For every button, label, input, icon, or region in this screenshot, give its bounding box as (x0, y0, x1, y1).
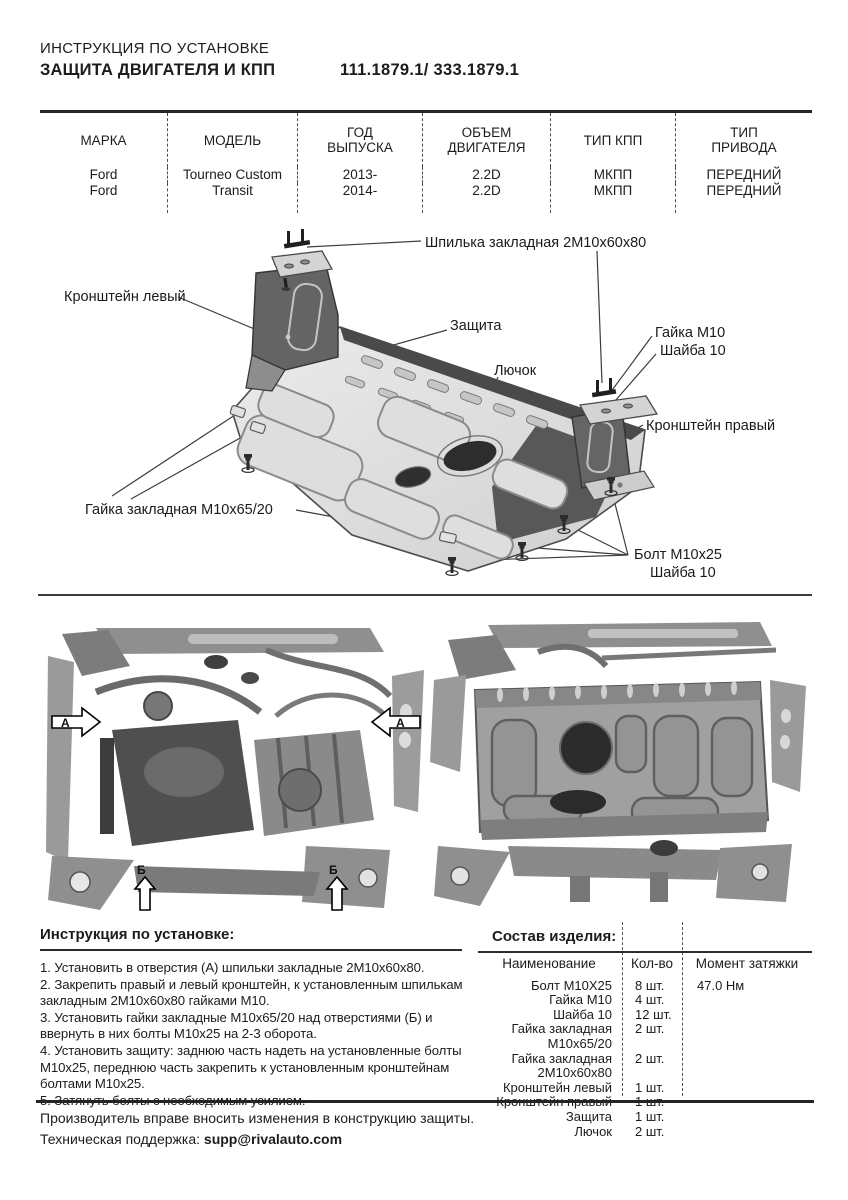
marker-a-label: А (61, 716, 70, 730)
parts-row (476, 1081, 812, 1096)
title-underline (40, 949, 462, 951)
part-torque (682, 1052, 812, 1081)
support-line (40, 1129, 474, 1150)
label-bracket-left: Кронштейн левый (64, 289, 186, 305)
table-cell: МКПП (550, 167, 675, 183)
column-header: ТИП ПРИВОДА (675, 113, 812, 167)
label-bolt: Болт М10х25 (634, 547, 722, 563)
installation-steps (40, 960, 478, 1109)
installed-shield-illustration (430, 622, 806, 906)
part-name: Шайба 10 (553, 1006, 612, 1022)
column-divider (622, 922, 623, 1096)
part-name: Лючок (574, 1123, 612, 1139)
label-hatch: Лючок (494, 363, 537, 379)
photo-engine-bay-before (38, 620, 430, 918)
part-name: Гайка закладная М10х65/20 (511, 1021, 612, 1051)
column-header: ОБЪЕМ ДВИГАТЕЛЯ (422, 113, 550, 167)
table-cell: Ford (89, 167, 118, 182)
part-name: Болт М10Х25 (530, 977, 612, 993)
part-qty: 1 шт. (635, 1079, 665, 1095)
part-torque (682, 993, 812, 1008)
table-cell: ПЕРЕДНИЙ (675, 167, 812, 183)
table-cell: Transit (167, 183, 297, 213)
table-cell: Tourneo Custom (167, 167, 297, 183)
label-nut-m10: Гайка М10 (655, 325, 726, 341)
marker-b-label: Б (137, 863, 146, 877)
table-cell: ПЕРЕДНИЙ (675, 183, 812, 213)
table-cell: 2.2D (422, 167, 550, 183)
step-item: 3. Установить гайки закладные М10х65/20 над отверстиями (Б) и ввернуть в них болты М10х25 на 2-3 оборота. (40, 1009, 433, 1042)
parts-title: Состав изделия: (492, 928, 617, 945)
table-cell: 2013- (297, 167, 422, 183)
label-stud: Шпилька закладная 2М10х60х80 (425, 235, 647, 251)
stud-icon (592, 378, 616, 397)
part-torque (682, 1081, 812, 1096)
parts-row (476, 1125, 812, 1140)
part-name: Гайка М10 (549, 992, 612, 1008)
part-qty: 8 шт. (635, 977, 665, 993)
part-torque (682, 1008, 812, 1023)
document-footer (40, 1108, 474, 1150)
part-torque: 47.0 Нм (697, 977, 745, 993)
column-header: МАРКА (80, 132, 127, 148)
engine-bay-illustration (46, 628, 424, 910)
section-divider (38, 594, 812, 596)
document-title: ЗАЩИТА ДВИГАТЕЛЯ И КПП (40, 61, 276, 79)
photo-shield-installed (420, 620, 812, 918)
part-qty: 1 шт. (635, 1108, 665, 1124)
parts-row (476, 993, 812, 1008)
part-qty: 2 шт. (635, 1021, 665, 1037)
part-name: Гайка закладная 2М10х60х80 (511, 1050, 612, 1081)
part-torque (682, 1022, 812, 1051)
column-header: Кол-во (631, 956, 673, 971)
support-label: Техническая поддержка: (40, 1131, 201, 1147)
column-header: Наименование (502, 956, 596, 971)
support-email: supp@rivalauto.com (203, 1131, 343, 1147)
manufacturer-note: Производитель вправе вносить изменения в конструкцию защиты. (40, 1110, 475, 1126)
column-header: Момент затяжки (695, 956, 799, 971)
table-cell: 2.2D (422, 183, 550, 213)
part-qty: 4 шт. (635, 992, 665, 1008)
parts-row (476, 1110, 812, 1125)
parts-header-row (476, 957, 812, 972)
parts-title-underline (478, 951, 812, 953)
step-item: 1. Установить в отверстия (А) шпильки закладные 2М10х60х80. (40, 960, 425, 975)
column-header: ТИП КПП (550, 113, 675, 167)
part-name: Кронштейн левый (502, 1079, 612, 1095)
footer-divider (36, 1100, 814, 1103)
vehicle-table (40, 110, 812, 213)
part-name: Защита (565, 1108, 612, 1124)
label-washer-top: Шайба 10 (660, 343, 726, 359)
document-header (40, 40, 812, 80)
label-embedded-nut: Гайка закладная М10х65/20 (85, 502, 273, 518)
installation-instructions (40, 926, 478, 1109)
document-subtitle: ИНСТРУКЦИЯ ПО УСТАНОВКЕ (40, 40, 270, 57)
marker-b-label: Б (329, 863, 338, 877)
part-torque (682, 1125, 812, 1140)
column-divider (682, 922, 683, 1096)
part-qty: 12 шт. (635, 1006, 672, 1022)
table-cell: Ford (89, 183, 118, 198)
step-item: 2. Закрепить правый и левый кронштейн, к установленным шпилькам закладным 2М10х60х80 гайками М10. (40, 976, 463, 1009)
label-bracket-right: Кронштейн правый (646, 418, 776, 434)
parts-row (476, 1022, 812, 1051)
parts-row (476, 1052, 812, 1081)
part-qty: 2 шт. (635, 1123, 665, 1139)
installation-title: Инструкция по установке: (40, 926, 235, 943)
parts-row (476, 979, 812, 994)
label-shield: Защита (450, 318, 502, 334)
parts-row (476, 1008, 812, 1023)
table-cell: 2014- (297, 183, 422, 213)
assembly-diagram (0, 225, 848, 597)
marker-a-label: А (396, 716, 405, 730)
column-header: ГОД ВЫПУСКА (297, 113, 422, 167)
table-cell: МКПП (550, 183, 675, 213)
label-washer-bottom: Шайба 10 (650, 565, 716, 581)
parts-list (476, 922, 812, 1139)
part-numbers: 111.1879.1/ 333.1879.1 (340, 61, 520, 79)
part-qty: 2 шт. (635, 1050, 665, 1066)
step-item: 4. Установить защиту: заднюю часть надеть на установленные болты М10х25, переднюю часть закрепить к установленным кронштейнам болтами М10х25. (40, 1042, 462, 1092)
part-torque (682, 1110, 812, 1125)
column-header: МОДЕЛЬ (167, 113, 297, 167)
